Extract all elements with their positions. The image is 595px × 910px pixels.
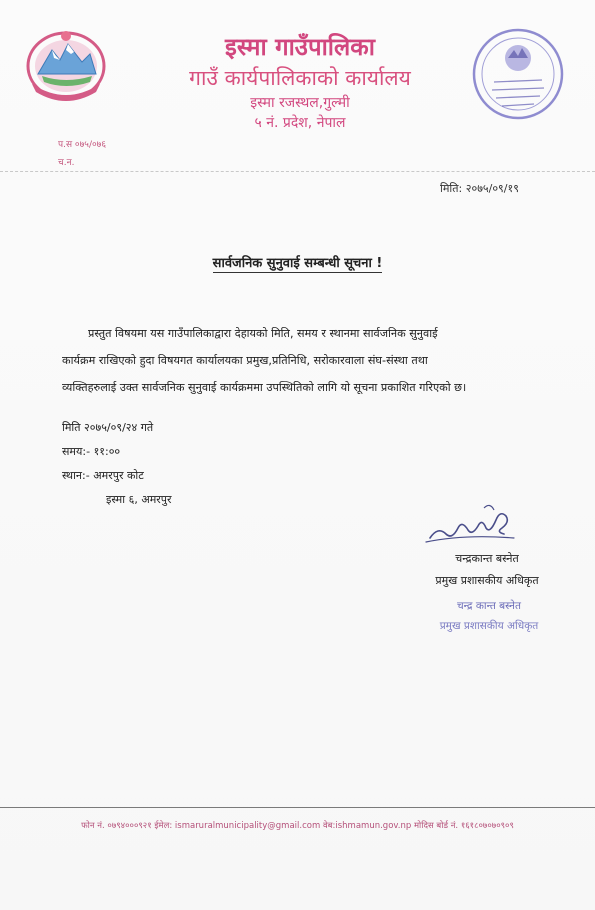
stamp-name: चन्द्र कान्त बस्नेत	[457, 600, 521, 612]
office-name: गाउँ कार्यपालिकाको कार्यालय	[189, 66, 411, 90]
office-seal-icon	[470, 24, 566, 124]
province-line: ५ नं. प्रदेश, नेपाल	[254, 115, 346, 131]
stamp-designation: प्रमुख प्रशासकीय अधिकृत	[439, 620, 539, 632]
signatory-designation: प्रमुख प्रशासकीय अधिकृत	[435, 574, 539, 587]
signatory-name: चन्द्रकान्त बस्नेत	[455, 552, 519, 565]
hearing-details	[62, 416, 172, 512]
hearing-place-ward: इस्मा ६, अमरपुर	[106, 493, 172, 506]
name-stamp	[414, 596, 564, 636]
hearing-date: मिति २०७५/०९/२४ गते	[62, 421, 154, 434]
office-address: इस्मा रजस्थल,गुल्मी	[250, 95, 350, 111]
body-line-2: कार्यक्रम राखिएको हुदा विषयगत कार्यालयका प्रमुख,प्रतिनिधि, सरोकारवाला संघ-संस्था तथा	[62, 354, 428, 367]
letter-date: मिति: २०७५/०९/१९	[440, 182, 519, 195]
hearing-place: स्थान:- अमरपुर कोट	[62, 469, 144, 482]
municipality-name: इस्मा गाउँपालिका	[225, 33, 375, 61]
footer-divider	[0, 807, 595, 808]
signatory-block	[412, 548, 562, 592]
reference-number: प.स ०७५/०७६	[58, 140, 107, 150]
signature-icon	[424, 498, 520, 550]
notice-heading	[0, 253, 595, 271]
hearing-time: समय:- ११:००	[62, 445, 121, 458]
nepal-emblem-icon	[24, 26, 108, 106]
notice-body	[62, 320, 532, 401]
notice-heading-text: सार्वजनिक सुनुवाई सम्बन्धी सूचना !	[212, 256, 383, 271]
contact-footer: फोन नं. ०७९४०००९२१ ईमेल: ismaruralmunicipality@gmail.com वेब:ishmamun.gov.np मोदिस बोर्ड नं. १६१८०७०७०९०९	[81, 821, 514, 831]
body-line-3: व्यक्तिहरुलाई उक्त सार्वजनिक सुनुवाई कार्यक्रममा उपस्थितिको लागि यो सूचना प्रकाशित गरिएको छ।	[62, 381, 467, 394]
header-divider	[0, 171, 595, 172]
dispatch-number: च.न.	[58, 158, 75, 168]
body-line-1: प्रस्तुत विषयमा यस गाउँपालिकाद्वारा देहायको मिति, समय र स्थानमा सार्वजनिक सुनुवाई	[88, 327, 438, 340]
